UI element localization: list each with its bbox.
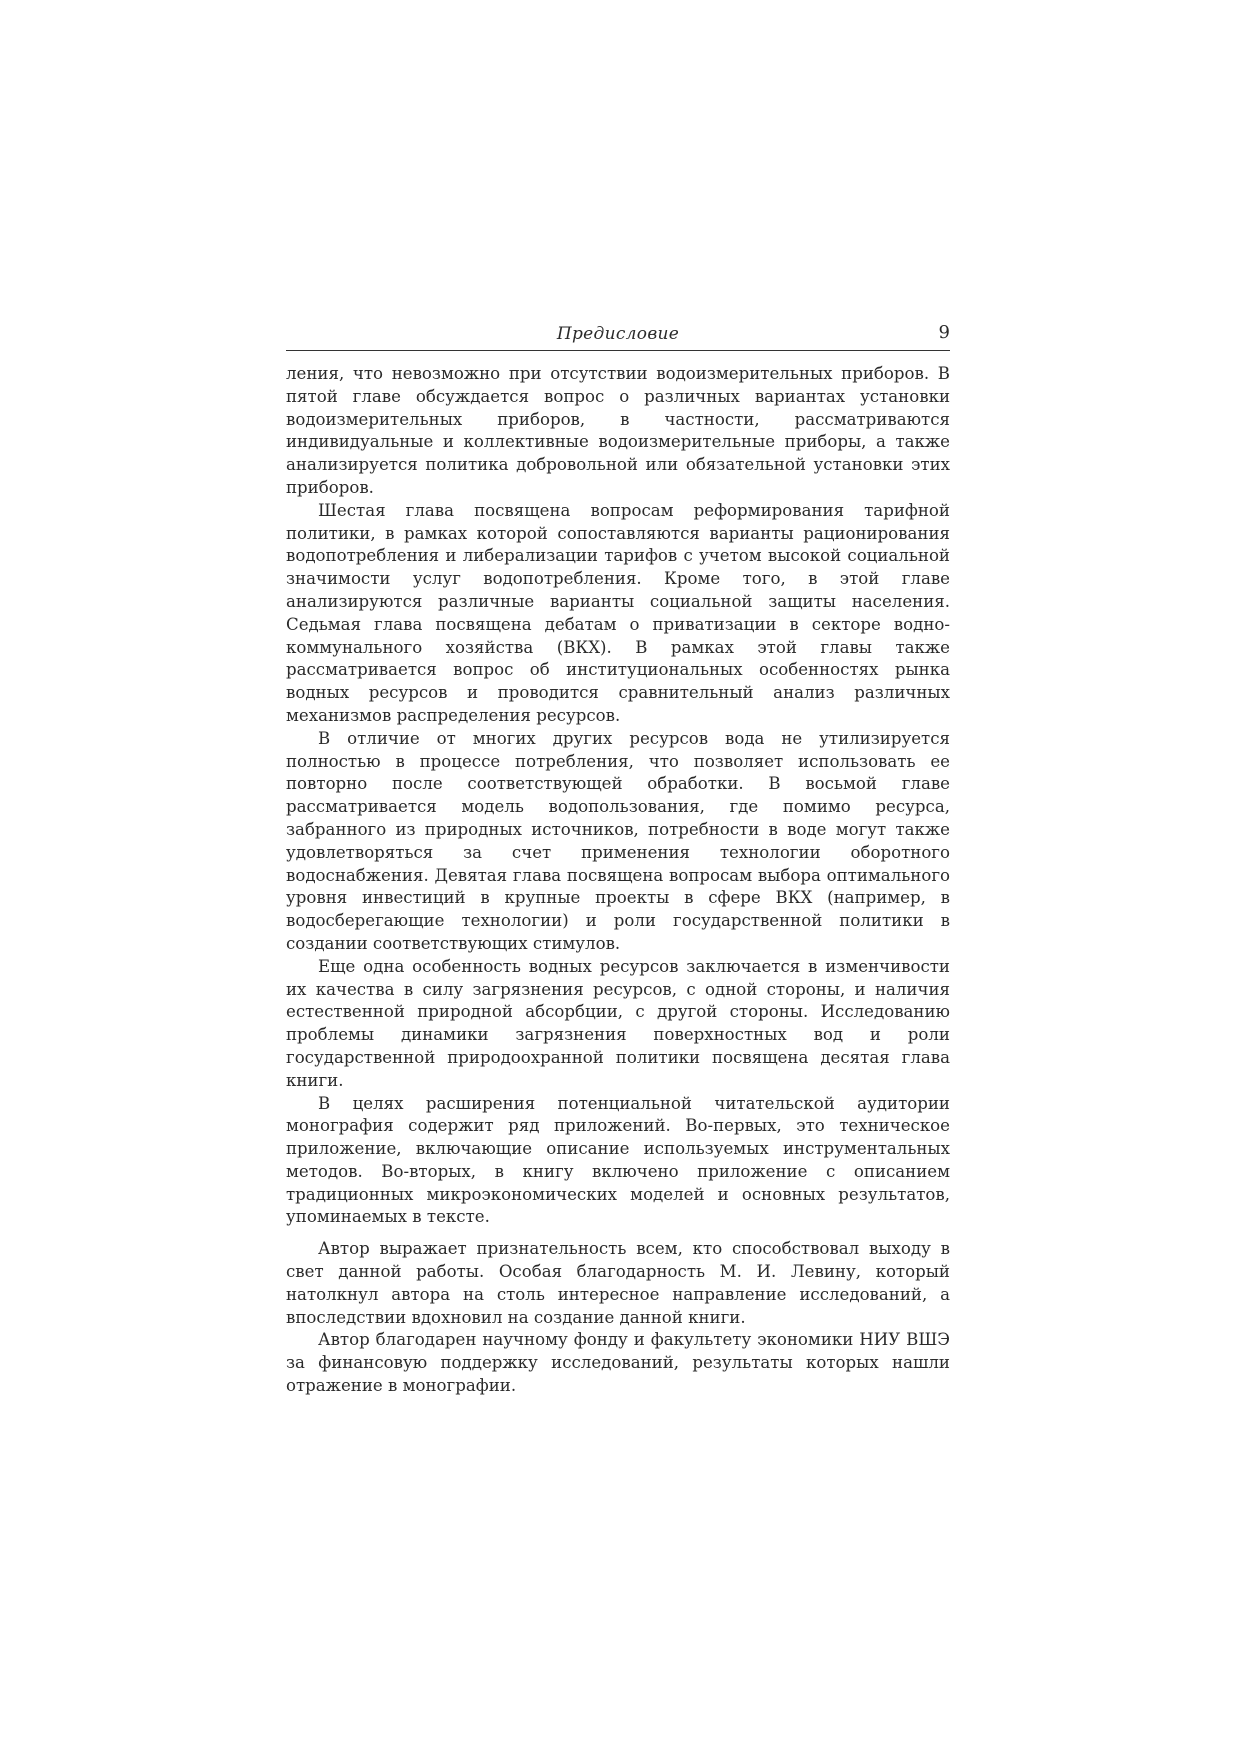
paragraph-7: Автор благодарен научному фонду и факультету экономики НИУ ВШЭ за финансовую поддержку исследований, результаты которых нашли отражение в монографии.: [286, 1330, 950, 1396]
paragraph-4: Еще одна особенность водных ресурсов заключается в изменчивости их качества в силу загрязнения ресурсов, с одной стороны, и наличия естественной природной абсорбции, с другой стороны. Исследованию проблемы динамики загрязнения поверхностных вод и роли государственной природоохранной политики посвящена десятая глава книги.: [286, 956, 950, 1090]
paragraph-2: Шестая глава посвящена вопросам реформирования тарифной политики, в рамках которой сопоставляются варианты рационирования водопотребления и либерализации тарифов с учетом высокой социальной значимости услуг водопотребления. Кроме того, в этой главе анализируются различные варианты социальной защиты населения. Седьмая глава посвящена дебатам о приватизации в секторе водно-коммунального хозяйства (ВКХ). В рамках этой главы также рассматривается вопрос об институциональных особенностях рынка водных ресурсов и проводится сравнительный анализ различных механизмов распределения ресурсов.: [286, 500, 950, 725]
paragraph-3: В отличие от многих других ресурсов вода не утилизируется полностью в процессе потребления, что позволяет использовать ее повторно после соответствующей обработки. В восьмой главе рассматривается модель водопользования, где помимо ресурса, забранного из природных источников, потребности в воде могут также удовлетворяться за счет применения технологии оборотного водоснабжения. Девятая глава посвящена вопросам выбора оптимального уровня инвестиций в крупные проекты в сфере ВКХ (например, в водосберегающие технологии) и роли государственной политики в создании соответствующих стимулов.: [286, 728, 950, 953]
running-title: Предисловие: [556, 324, 680, 344]
running-head: [286, 320, 950, 351]
body-text: [286, 363, 950, 1398]
paragraph-6: Автор выражает признательность всем, кто способствовал выходу в свет данной работы. Особая благодарность М. И. Левину, который натолкнул автора на столь интересное направление исследований, а впоследствии вдохновил на создание данной книги.: [286, 1239, 950, 1327]
text-block: [286, 320, 950, 1398]
paragraph-1: ления, что невозможно при отсутствии водоизмерительных приборов. В пятой главе обсуждается вопрос о различных вариантах установки водоизмерительных приборов, в частности, рассматриваются индивидуальные и коллективные водоизмерительные приборы, а также анализируется политика добровольной или обязательной установки этих приборов.: [286, 364, 950, 497]
page-number: 9: [938, 322, 950, 343]
paragraph-5: В целях расширения потенциальной читательской аудитории монография содержит ряд приложений. Во-первых, это техническое приложение, включающие описание используемых инструментальных методов. Во-вторых, в книгу включено приложение с описанием традиционных микроэкономических моделей и основных результатов, упоминаемых в тексте.: [286, 1093, 950, 1227]
